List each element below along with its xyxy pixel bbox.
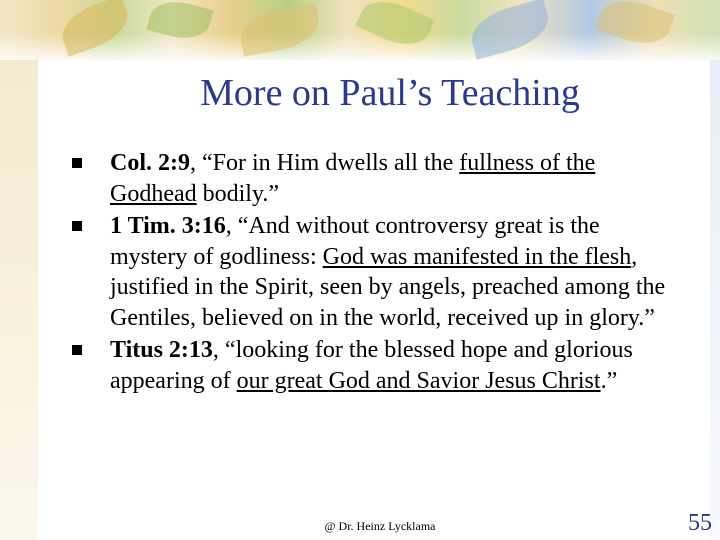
bullet-item bbox=[72, 148, 672, 209]
decorative-leaf-banner bbox=[0, 0, 720, 60]
verse-text: .” bbox=[600, 367, 618, 394]
underlined-phrase: fullness of the Godhead bbox=[110, 150, 596, 207]
verse-text: , “And without controversy great is the mystery of godliness: bbox=[110, 213, 600, 270]
bullet-item bbox=[72, 335, 672, 396]
square-bullet-icon bbox=[72, 158, 82, 168]
scripture-reference: Titus 2:13 bbox=[110, 337, 213, 363]
page-number: 55 bbox=[688, 510, 712, 536]
verse-text: , justified in the Spirit, seen by angels, preached among the Gentiles, believed on in the world, received up in glory.” bbox=[110, 243, 666, 331]
bullet-item bbox=[72, 211, 672, 333]
bullet-list bbox=[72, 148, 672, 396]
verse-text: , “For in Him dwells all the bbox=[190, 150, 460, 176]
verse-text: , “looking for the blessed hope and glorious appearing of bbox=[110, 337, 633, 394]
slide-title: More on Paul’s Teaching bbox=[200, 72, 580, 114]
square-bullet-icon bbox=[72, 221, 82, 231]
underlined-phrase: our great God and Savior Jesus Christ bbox=[236, 367, 601, 394]
underlined-phrase: God was manifested in the flesh bbox=[322, 243, 632, 270]
decorative-right-band bbox=[710, 60, 720, 540]
footer-credit: @ Dr. Heinz Lycklama bbox=[324, 519, 436, 533]
scripture-reference: Col. 2:9 bbox=[110, 150, 190, 176]
square-bullet-icon bbox=[72, 345, 82, 355]
verse-text: bodily.” bbox=[196, 180, 280, 207]
decorative-left-band bbox=[0, 60, 38, 540]
scripture-reference: 1 Tim. 3:16 bbox=[110, 213, 226, 239]
